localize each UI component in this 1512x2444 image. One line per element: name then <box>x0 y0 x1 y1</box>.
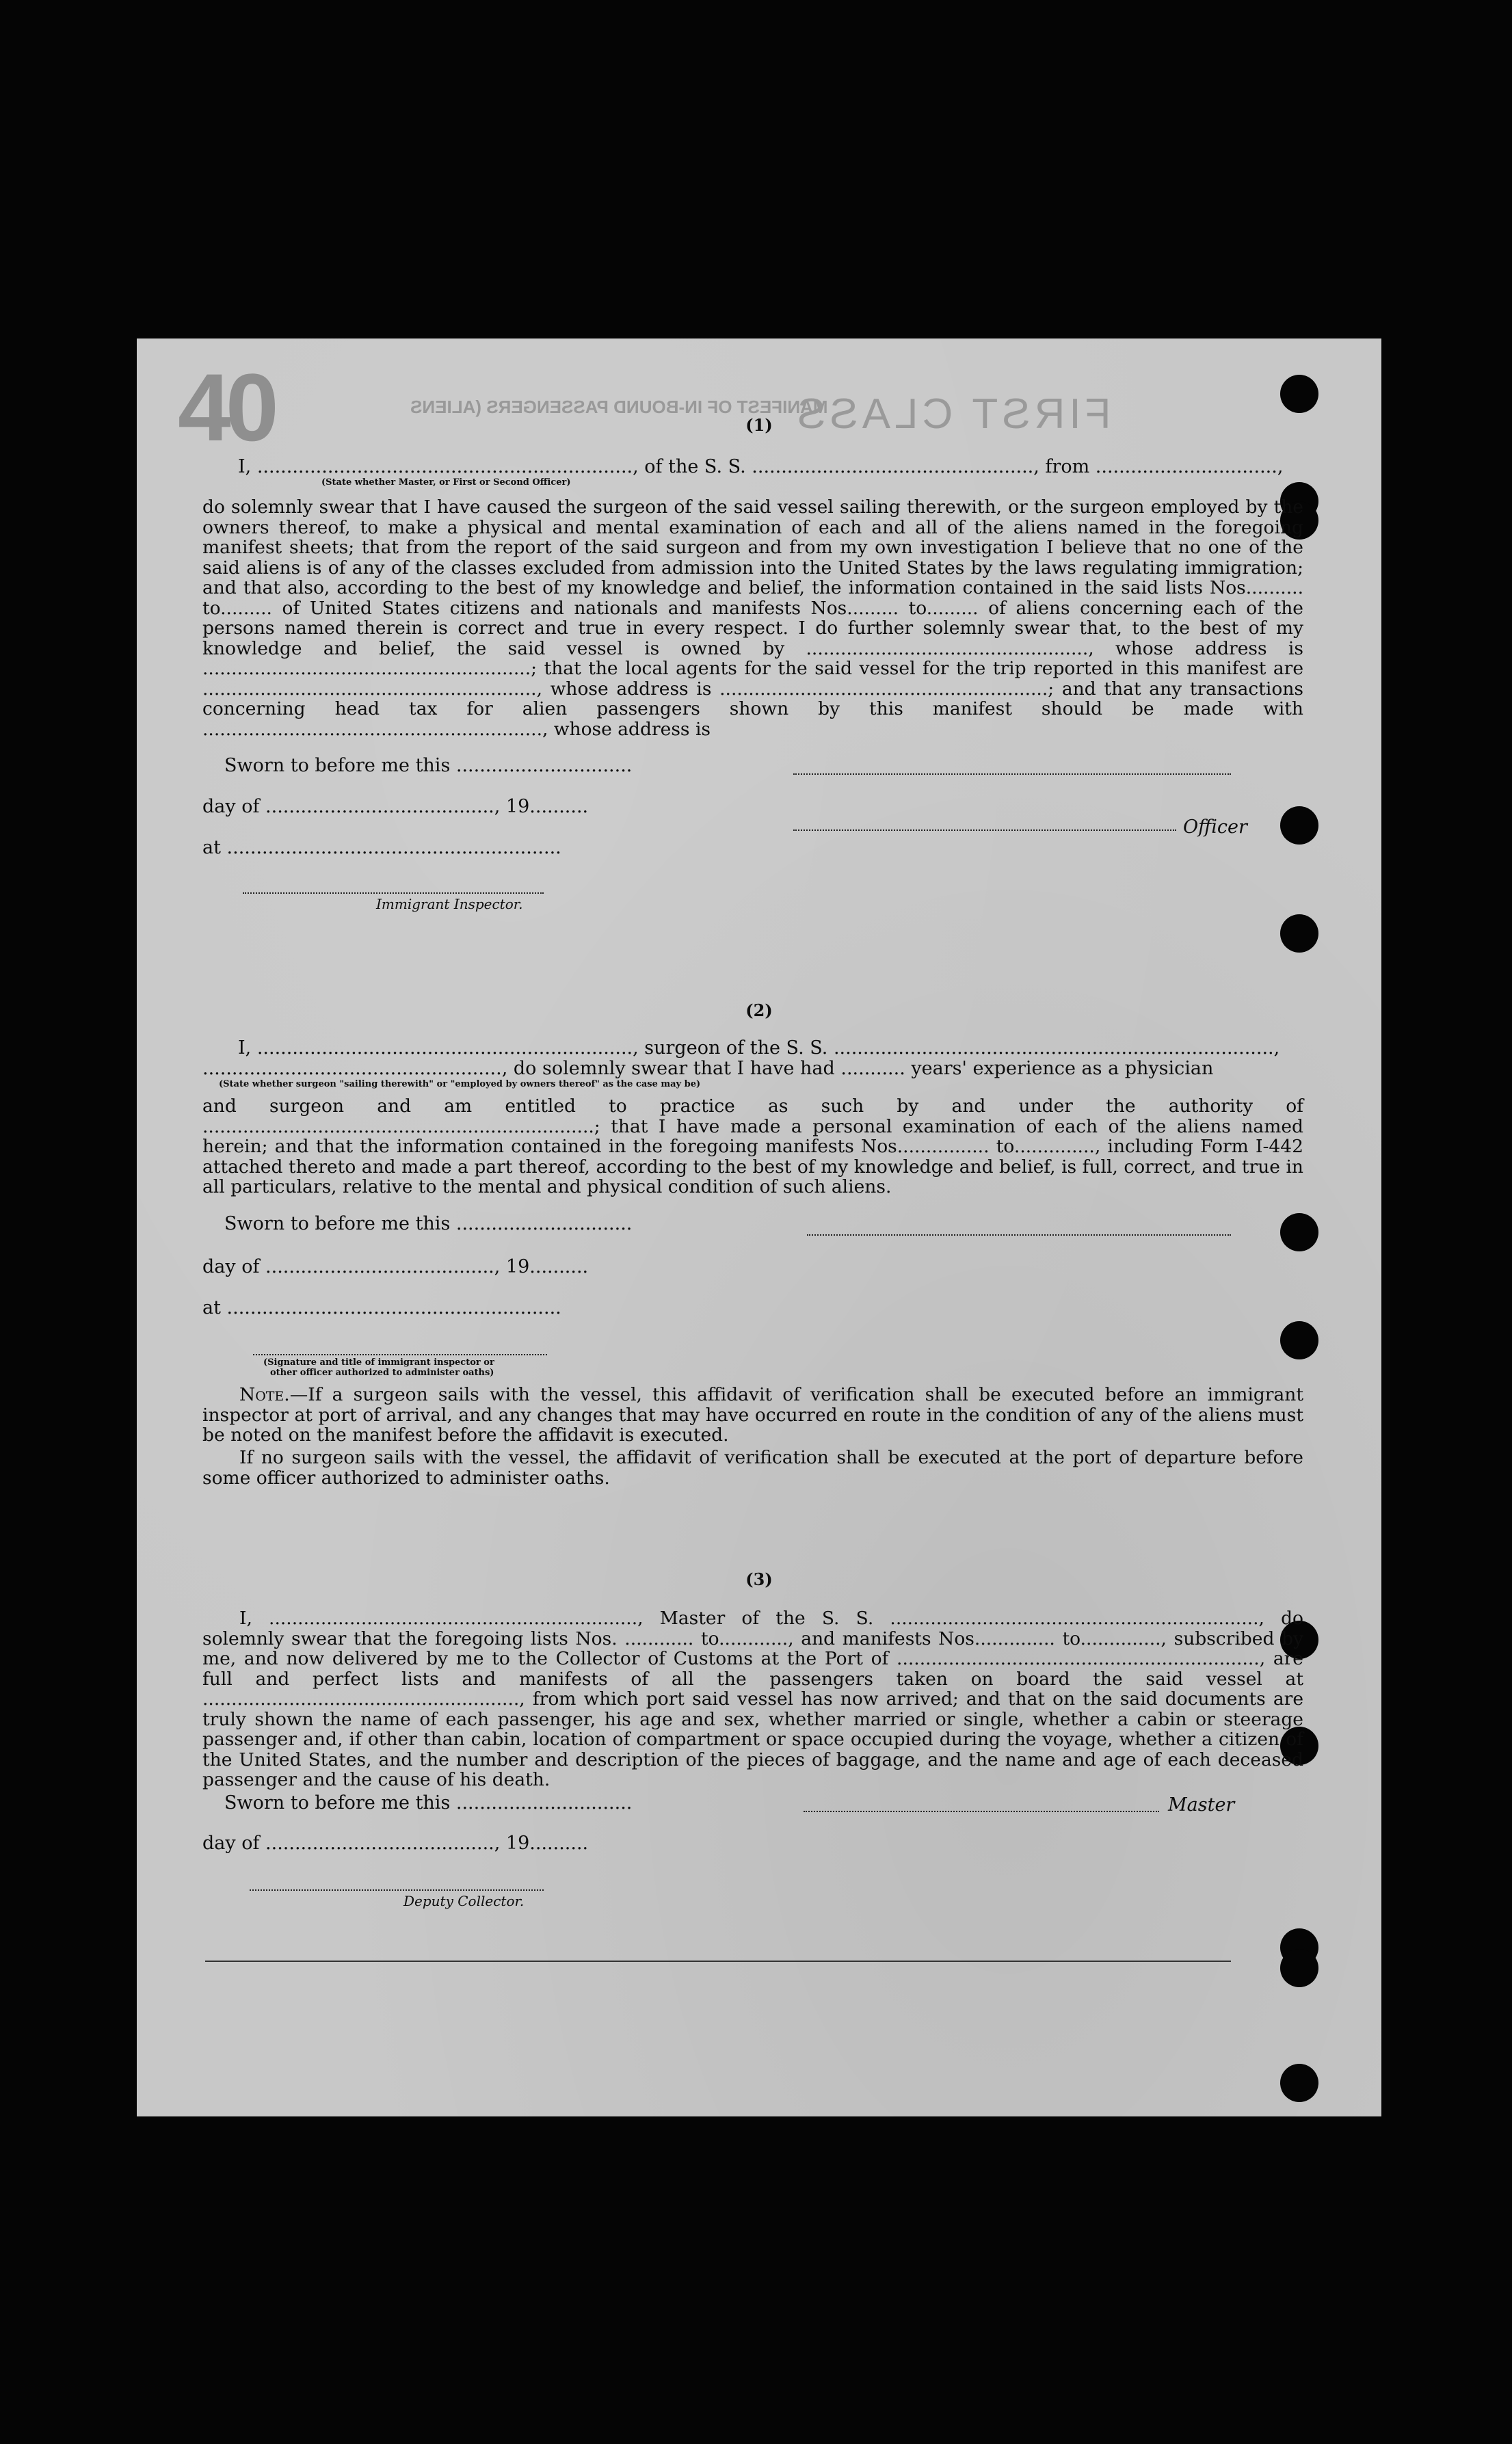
bleed-header: MANIFEST OF IN-BOUND PASSENGERS (ALIENS <box>410 397 828 417</box>
section-2-note <box>202 1385 1303 1448</box>
section-2-day: day of ......................................., 19.......... <box>202 1256 589 1277</box>
section-3-body: I, ................................................................, Master of the S. S. ................................................................, do solemnly swear that the foregoing lists Nos. ............ to............, and manifests Nos.............. to.............., subscribed by me, and now delivered by me to the Collector of Customs at the Port of ..............................................................., are full and perfect lists and manifests of all the passengers taken on board the said vessel at ......................................................., from which port said vessel has now arrived; and that on the said documents are truly shown the name of each passenger, his age and sex, whether married or single, whether a cabin or steerage passenger and, if other than cabin, location of compartment or space occupied during the voyage, whether a citizen of the United States, and the number and description of the pieces of baggage, and the name and age of each deceased passenger and the cause of his death. <box>202 1608 1303 1790</box>
bleed-stamp: FIRST CLASS <box>793 390 1111 438</box>
section-2-inspector-line <box>253 1354 547 1355</box>
note-2-text: If no surgeon sails with the vessel, the affidavit of verification shall be executed at the port of departure before some officer authorized to administer oaths. <box>202 1447 1303 1489</box>
section-1-oath-text: do solemnly swear that I have caused the surgeon of the said vessel sailing therewith, or the surgeon employed by the owners thereof, to make a physical and mental examination of each and all of the aliens named in the foregoing manifest sheets; that from the report of the said surgeon and from my own investigation I believe that no one of the said aliens is of any of the classes excluded from admission into the United States by the laws regulating immigration; and that also, according to the best of my knowledge and belief, the information contained in the said lists Nos.......... to......... of United States citizens and nationals and manifests Nos......... to......... of aliens concerning each of the persons named therein is correct and true in every respect. I do further solemnly swear that, to the best of my knowledge and belief, the said vessel is owned by ................................................., whose address is .........................................................; that the local agents for the said vessel for the trip reported in this manifest are .........................................................., whose address is .........................................................; and that any transactions concerning head tax for alien passengers shown by this manifest should be made with ..........................................................., whose address is <box>202 496 1303 740</box>
section-1-first-line: I, ................................................................, of the S. S. ................................................, from ..............................., <box>238 456 1284 477</box>
section-3-collector-label: Deputy Collector. <box>403 1893 525 1909</box>
manifest-form-page <box>137 338 1381 2116</box>
section-3-master-line <box>804 1811 1159 1812</box>
section-2-note-2 <box>202 1448 1303 1490</box>
section-1-inspector-label: Immigrant Inspector. <box>376 896 523 912</box>
note-text: —If a surgeon sails with the vessel, this affidavit of verification shall be executed before an immigrant inspector at port of arrival, and any changes that may have occurred en route in the condition of any of the aliens must be noted on the manifest before the affidavit is executed. <box>202 1384 1303 1446</box>
bleed-page-number: 40 <box>178 354 274 461</box>
section-2-second-line: ..................................................., do solemnly swear that I have had ........... years' experience as a physician <box>202 1058 1214 1079</box>
section-2-sworn: Sworn to before me this .............................. <box>224 1213 633 1234</box>
binder-hole <box>1280 375 1318 413</box>
section-2-oath-text: and surgeon and am entitled to practice as such by and under the authority of ....................................................................; that I have made a personal examination of each of the aliens named herein; and that the information contained in the foregoing manifests Nos................ to.............., including Form I-442 attached thereto and made a part thereof, according to the best of my knowledge and belief, is full, correct, and true in all particulars, relative to the mental and physical condition of such aliens. <box>202 1095 1303 1197</box>
section-1-officer-label: Officer <box>1183 816 1247 838</box>
section-1-sworn: Sworn to before me this .............................. <box>224 755 633 776</box>
section-1-officer-line <box>793 829 1176 831</box>
section-2-signer-caption-2: other officer authorized to administer oaths) <box>270 1368 494 1378</box>
section-3-sworn: Sworn to before me this .............................. <box>224 1792 633 1814</box>
section-2-caption: (State whether surgeon "sailing therewith" or "employed by owners thereof" as the case may be) <box>219 1079 701 1089</box>
section-1-number: (1) <box>745 415 773 435</box>
section-1-at: at ......................................................... <box>202 837 561 858</box>
section-3-master-label: Master <box>1168 1794 1235 1816</box>
binder-hole <box>1280 2064 1318 2102</box>
section-2-signer-caption-1: (Signature and title of immigrant inspector or <box>263 1357 494 1368</box>
section-3-oath-text <box>202 1608 1303 1814</box>
binder-hole <box>1280 1949 1318 1987</box>
section-2-signature-line <box>807 1234 1231 1236</box>
section-2-first-line: I, ................................................................, surgeon of the S. S. ..........................................................................., <box>238 1037 1280 1059</box>
section-2-number: (2) <box>745 1000 773 1020</box>
section-3-number: (3) <box>745 1569 773 1589</box>
binder-hole <box>1280 914 1318 953</box>
section-1-caption: (State whether Master, or First or Second Officer) <box>321 477 571 488</box>
section-1-day: day of ......................................., 19.......... <box>202 796 589 817</box>
section-1-signature-line <box>793 773 1231 775</box>
section-2-at: at ......................................................... <box>202 1297 561 1318</box>
binder-hole <box>1280 1321 1318 1359</box>
section-3-day: day of ......................................., 19.......... <box>202 1833 589 1854</box>
note-label: Note. <box>239 1384 290 1405</box>
bottom-rule <box>205 1961 1231 1962</box>
